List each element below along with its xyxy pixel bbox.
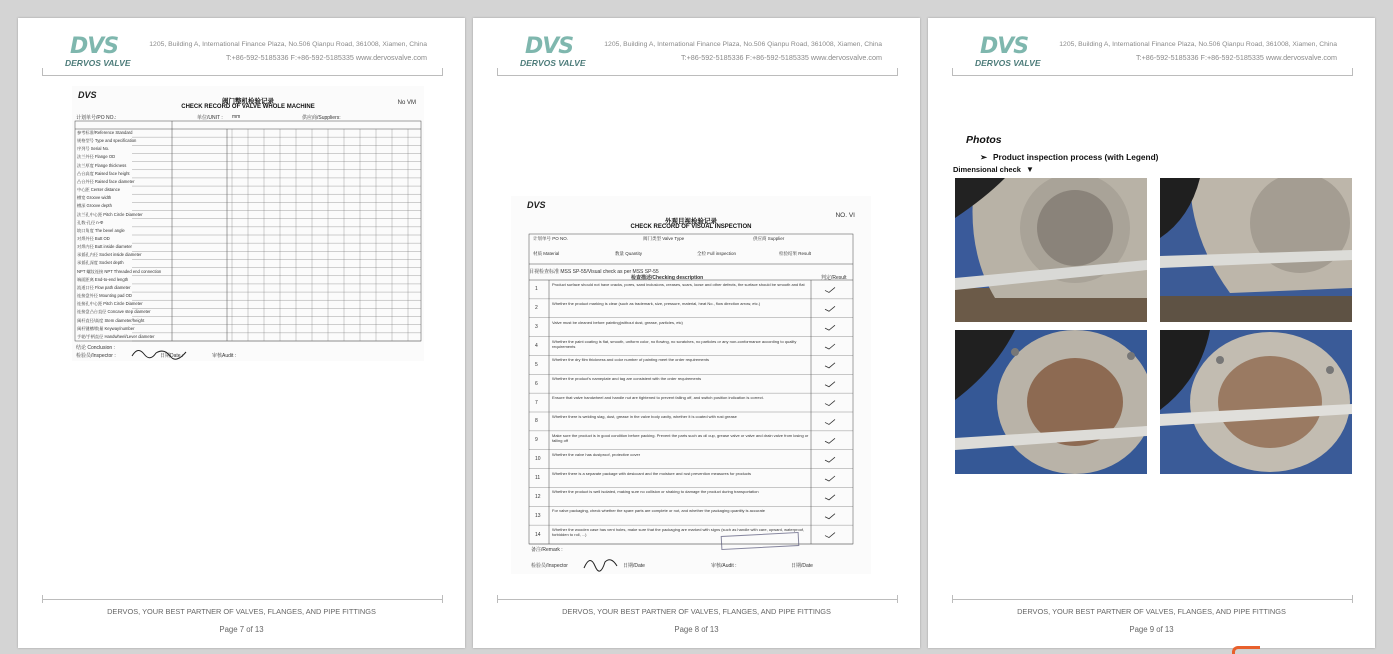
visual-record-item-text: Product surface should not have cracks, pores, sand inclusions, creases, scars, loose and other defects, the surface should be smooth and flat (552, 282, 805, 287)
result-checkmark (825, 514, 835, 519)
record-number: NO. VI (835, 212, 855, 219)
record-number: No VM (397, 100, 416, 106)
result-checkmark (825, 438, 835, 443)
header-divider (952, 75, 1353, 76)
inspection-photo-4 (1160, 330, 1352, 474)
visual-record-item-number: 5 (535, 361, 538, 368)
record-inspector: 检验员/Inspector : (76, 353, 116, 359)
page-number: Page 8 of 13 (674, 625, 719, 634)
visual-record-head-label: 检验结果 Result (779, 251, 812, 256)
dervos-logo (517, 34, 597, 70)
document-page-9 (928, 18, 1375, 648)
record-audit: 审核Audit : (212, 353, 237, 359)
machine-record-row-label: 对焊内径 Butt inside diameter (77, 244, 132, 250)
result-checkmark (825, 287, 835, 292)
arrow-bullet-icon: ➢ (980, 152, 987, 162)
visual-record-head-label: 阀门类型 Valve Type (643, 236, 685, 241)
visual-record-item-text: Whether there is a separate package with desiccant and the moisture and rust prevention measures for products (552, 470, 751, 476)
dimensional-check-label[interactable]: Dimensional check ▼ (953, 165, 1034, 174)
page-number: Page 9 of 13 (1129, 625, 1174, 634)
record-conclusion: 结论 Conclusion : (76, 345, 115, 351)
machine-record-row-label: 槽宽 Groove width (77, 195, 112, 201)
visual-record-item-text: Ensure that valve handwheel and handle nut are tightened to prevent falling off, and switch position indication is correct. (552, 395, 764, 401)
dervos-logo (62, 34, 142, 70)
result-checkmark (825, 457, 835, 462)
result-checkmark (825, 495, 835, 500)
machine-record-row-label: 阀杆直径/高度 Stem diameter/height (77, 317, 145, 323)
machine-record-row-label: 凸台外径 Raised face diameter (77, 178, 135, 184)
footer-divider (497, 599, 898, 600)
machine-record-row-label: NPT 螺纹连接 NPT Threaded end connection (77, 268, 162, 274)
logo-company-name: DERVOS VALVE (975, 58, 1041, 68)
visual-inspection-record-scan (511, 196, 871, 574)
result-checkmark (825, 401, 835, 406)
logo-company-name: DERVOS VALVE (520, 58, 586, 68)
logo-mark: DVS (980, 34, 1029, 59)
header-contact: T:+86-592-5185336 F:+86-592-5185335 www.dervosvalve.com (1136, 53, 1337, 62)
inspector-signature (581, 552, 621, 574)
record-unit-value: mm (232, 114, 241, 120)
record-remark: 备注/Remark : (531, 547, 563, 553)
machine-record-row-label: 法兰外径 Flange OD (77, 154, 116, 160)
record-date-2: 日期/Date (791, 563, 813, 569)
machine-record-row-label: 端面距离 End-to-end length (77, 276, 129, 282)
visual-record-item-text: For valve packaging, check whether the spare parts are complete or not, and whether the packaging quantity is accurate (552, 508, 766, 514)
col-result: 判定/Result (821, 275, 847, 281)
visual-record-item-text: Valve must be cleaned before painting(without dust, grease, particles, etc) (552, 319, 683, 325)
visual-record-item-number: 13 (535, 512, 541, 519)
machine-record-row-label: 手轮/手柄直径 Handwheel/Lever diameter (77, 333, 155, 339)
machine-record-row-label: 槽深 Groove depth (77, 203, 112, 209)
header-divider (497, 75, 898, 76)
visual-record-item-text: Whether the product marking is clear (such as trademark, size, pressure, material, heat No., flow direction arrow, etc.) (552, 300, 761, 306)
visual-record-item-number: 7 (535, 399, 538, 406)
visual-record-head-label: 供应商 Supplier (753, 236, 785, 241)
visual-record-head-label: 材质 Material (533, 251, 560, 256)
visual-record-item-number: 8 (535, 418, 538, 425)
logo-company-name: DERVOS VALVE (65, 58, 131, 68)
result-checkmark (825, 344, 835, 349)
result-checkmark (825, 363, 835, 368)
machine-record-row-label: 对焊外径 Butt OD (77, 236, 110, 241)
record-inspector: 检验员/Inspector (531, 563, 568, 569)
machine-record-row-label: 坡口角度 The bevel angle (77, 227, 125, 233)
machine-record-row-label: 规格型号 Type and specification (77, 138, 137, 144)
header-address: 1205, Building A, International Finance Plaza, No.506 Qianpu Road, 361008, Xiamen, China (1059, 41, 1337, 48)
result-checkmark (825, 419, 835, 424)
visual-record-item-text: Whether there is welding slag, dust, grease in the valve body cavity, whether it is coated with rust grease (552, 414, 737, 419)
visual-record-item-text: Whether the wooden case has vent holes, make sure that the packaging are marked with signs (such as handle with care, upward, waterproof, forbidden to roll, ...) (552, 527, 805, 538)
record-standard: 目视检查标准 MSS SP-55/Visual check as per MSS SP-55 (529, 269, 659, 275)
machine-record-row-label: 参考标准/Reference Standard (77, 130, 133, 135)
result-checkmark (825, 306, 835, 311)
header-contact: T:+86-592-5185336 F:+86-592-5185335 www.dervosvalve.com (681, 53, 882, 62)
machine-record-row-label: 中心距 Center distance (77, 187, 121, 193)
inspector-signature (130, 344, 190, 361)
result-checkmark (825, 382, 835, 387)
machine-check-record-scan (72, 86, 424, 361)
document-page-8 (473, 18, 920, 648)
machine-record-row-label: 序列号 Serial No. (77, 146, 110, 152)
machine-record-row-label: 阀杆键槽/数量 Keyway/number (77, 325, 135, 331)
footer-divider (42, 599, 443, 600)
machine-record-row-label: 凸台高度 Raised face height (77, 170, 130, 176)
machine-record-row-label: 承插孔内径 Socket inside diameter (77, 252, 142, 258)
record-date: 日期Date : (160, 353, 184, 359)
inspection-photo-2 (1160, 178, 1352, 322)
machine-record-row-label: 承插孔深度 Socket depth (77, 260, 124, 266)
footer-divider (952, 599, 1353, 600)
machine-record-row-label: 孔数-孔径 n-Φ (77, 219, 104, 225)
machine-record-row-label: 流道口径 Flow path diameter (77, 284, 131, 290)
record-logo: DVS (527, 200, 546, 210)
visual-record-item-number: 14 (535, 531, 541, 538)
visual-record-item-text: Whether the dry film thickness and color number of painting meet the order requirements (552, 357, 709, 363)
record-cn-title: 阀门整机检验记录 (222, 98, 274, 105)
header-contact: T:+86-592-5185336 F:+86-592-5185335 www.dervosvalve.com (226, 53, 427, 62)
visual-record-item-number: 10 (535, 456, 541, 463)
visual-record-item-text: Make sure the product is in good condition before packing. Prevent the parts such as oil cup, grease valve or valve and drain valve from losing or falling off (552, 432, 809, 443)
result-checkmark (825, 476, 835, 481)
record-audit: 审核/Audit : (711, 563, 737, 569)
machine-record-row-label: 连接盘外径 Mounting pad OD (77, 293, 132, 299)
visual-record-head-label: 数量 Quantity (615, 251, 643, 256)
record-supplier-label: 供应商/Suppliers: (302, 115, 341, 121)
visual-record-item-text: Whether the product is well isolated, making sure no collision or shaking to damage the product during transportation (552, 489, 759, 495)
record-en-title: CHECK RECORD OF VALVE WHOLE MACHINE (181, 104, 315, 110)
logo-mark: DVS (525, 34, 574, 59)
visual-record-item-number: 9 (535, 437, 538, 444)
visual-record-item-number: 4 (535, 343, 538, 349)
visual-record-head-label: 全检 Full inspection (697, 251, 737, 256)
inspection-photo-1 (955, 178, 1147, 322)
visual-record-item-number: 3 (535, 324, 538, 331)
result-checkmark (825, 533, 835, 538)
header-divider (42, 75, 443, 76)
col-description: 检查描述/Checking description (631, 275, 704, 281)
visual-record-item-number: 2 (535, 305, 538, 312)
photos-heading: Photos (966, 134, 1002, 146)
visual-record-item-text: Whether the product's nameplate and tag are consistent with the order requirements (552, 376, 702, 382)
visual-record-head-label: 计划单号 PO NO. (533, 236, 569, 241)
dervos-logo (972, 34, 1052, 70)
caret-down-icon: ▼ (1026, 165, 1034, 174)
page-number: Page 7 of 13 (219, 625, 264, 634)
scroll-corner-marker (1232, 646, 1260, 654)
visual-record-item-number: 11 (535, 475, 541, 481)
inspection-process-heading: ➢ Product inspection process (with Legend) (980, 152, 1159, 162)
logo-mark: DVS (70, 34, 119, 59)
document-page-7 (18, 18, 465, 648)
visual-record-item-number: 1 (535, 286, 538, 293)
visual-record-item-number: 6 (535, 380, 538, 387)
machine-record-row-label: 法兰厚度 Flange thickness (77, 162, 127, 168)
footer-slogan: DERVOS, YOUR BEST PARTNER OF VALVES, FLANGES, AND PIPE FITTINGS (1017, 607, 1286, 616)
footer-slogan: DERVOS, YOUR BEST PARTNER OF VALVES, FLANGES, AND PIPE FITTINGS (562, 607, 831, 616)
record-en-title: CHECK RECORD OF VISUAL INSPECTION (630, 224, 752, 230)
header-address: 1205, Building A, International Finance Plaza, No.506 Qianpu Road, 361008, Xiamen, China (149, 41, 427, 48)
machine-record-row-label: 法兰孔中心距 Pitch Circle Diameter (77, 211, 143, 217)
record-logo: DVS (78, 90, 97, 100)
machine-record-row-label: 连接孔中心距 Pitch Circle Diameter (77, 301, 143, 307)
visual-record-item-number: 12 (535, 493, 541, 500)
inspection-photo-3 (955, 330, 1147, 474)
record-date: 日期/Date (623, 563, 645, 569)
record-po-label: 计划单号/PO NO.: (76, 115, 117, 121)
visual-record-item-text: Whether the paint coating is flat, smooth, uniform color, no flowing, no scratches, no particles or any non-conformance according to quality requirements (552, 338, 797, 349)
visual-record-item-text: Whether the valve has dustproof, protective cover (552, 451, 641, 457)
machine-record-row-label: 连接盘凸台直径 Concave step diameter (77, 309, 151, 315)
header-address: 1205, Building A, International Finance Plaza, No.506 Qianpu Road, 361008, Xiamen, China (604, 41, 882, 48)
footer-slogan: DERVOS, YOUR BEST PARTNER OF VALVES, FLANGES, AND PIPE FITTINGS (107, 607, 376, 616)
record-unit-label: 单位/UNIT : (197, 115, 223, 121)
record-cn-title: 外观目视检验记录 (665, 218, 717, 225)
result-checkmark (825, 325, 835, 330)
